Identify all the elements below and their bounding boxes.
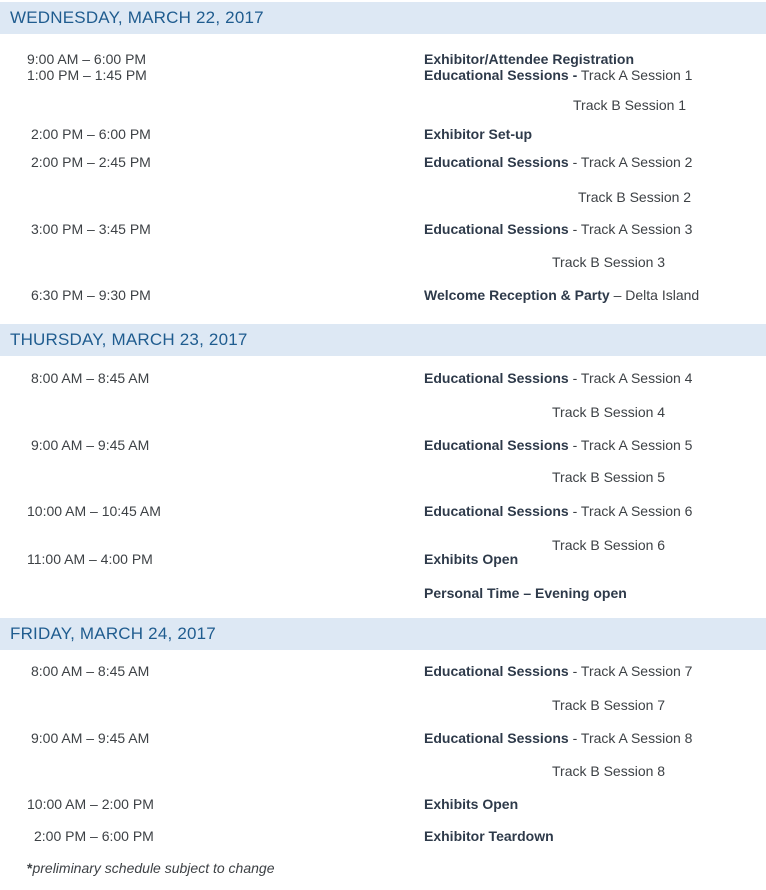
session-time: 2:00 PM – 6:00 PM xyxy=(31,126,151,142)
session-time: 9:00 AM – 9:45 AM xyxy=(31,437,150,453)
session-event: Educational Sessions - Track A Session 3 xyxy=(424,221,693,237)
session-time: 11:00 AM – 4:00 PM xyxy=(27,551,153,567)
day-title: FRIDAY, MARCH 24, 2017 xyxy=(10,624,216,643)
session-event: Welcome Reception & Party – Delta Island xyxy=(424,287,700,303)
day-header-friday xyxy=(0,618,766,650)
session-time: 6:30 PM – 9:30 PM xyxy=(31,287,151,303)
session-event: Educational Sessions - Track A Session 1 xyxy=(424,67,693,83)
session-event: Educational Sessions - Track A Session 6 xyxy=(424,503,693,519)
session-event: Exhibitor/Attendee Registration xyxy=(424,51,635,67)
session-event: Educational Sessions - Track A Session 8 xyxy=(424,730,693,746)
session-time: 3:00 PM – 3:45 PM xyxy=(31,221,151,237)
session-time: 2:00 PM – 2:45 PM xyxy=(31,154,151,170)
session-event: Educational Sessions - Track A Session 2 xyxy=(424,154,693,170)
session-track-b: Track B Session 6 xyxy=(552,537,666,553)
session-time: 2:00 PM – 6:00 PM xyxy=(34,828,154,844)
session-track-b: Track B Session 7 xyxy=(552,697,666,713)
session-event: Educational Sessions - Track A Session 5 xyxy=(424,437,693,453)
session-time: 10:00 AM – 10:45 AM xyxy=(27,503,161,519)
session-event: Educational Sessions - Track A Session 7 xyxy=(424,663,693,679)
session-time: 9:00 AM – 9:45 AM xyxy=(31,730,150,746)
session-event: Exhibits Open xyxy=(424,796,519,812)
session-time: 8:00 AM – 8:45 AM xyxy=(31,370,150,386)
session-track-b: Track B Session 8 xyxy=(552,763,666,779)
session-track-b: Track B Session 5 xyxy=(552,469,666,485)
asterisk: * xyxy=(27,860,33,876)
session-time: 10:00 AM – 2:00 PM xyxy=(27,796,154,812)
session-event: Exhibitor Set-up xyxy=(424,126,533,142)
session-track-b: Track B Session 3 xyxy=(552,254,666,270)
day-title: THURSDAY, MARCH 23, 2017 xyxy=(10,330,248,349)
session-event: Personal Time – Evening open xyxy=(424,585,627,601)
session-track-b: Track B Session 1 xyxy=(573,97,687,113)
disclaimer-text: preliminary schedule subject to change xyxy=(32,860,275,876)
session-track-b: Track B Session 2 xyxy=(578,189,692,205)
session-event: Exhibitor Teardown xyxy=(424,828,554,844)
schedule-disclaimer xyxy=(27,860,274,876)
session-time: 9:00 AM – 6:00 PM xyxy=(27,51,147,67)
day-header-thursday xyxy=(0,324,766,356)
day-title: WEDNESDAY, MARCH 22, 2017 xyxy=(10,8,264,27)
day-header-wednesday xyxy=(0,2,766,34)
session-event: Educational Sessions - Track A Session 4 xyxy=(424,370,693,386)
session-time: 8:00 AM – 8:45 AM xyxy=(31,663,150,679)
session-time: 1:00 PM – 1:45 PM xyxy=(27,67,147,83)
session-track-b: Track B Session 4 xyxy=(552,404,666,420)
session-event: Exhibits Open xyxy=(424,551,519,567)
